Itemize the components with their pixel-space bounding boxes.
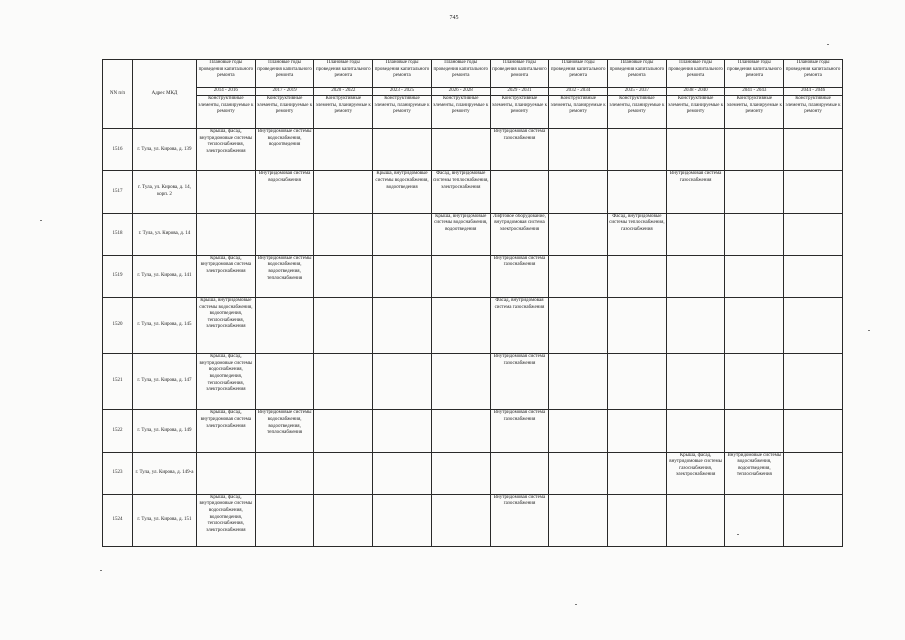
repair-elements-cell: Внутридомовая система водоснабжения <box>255 171 314 213</box>
header-elements: Конструктивные элементы, планируемые к ремонту <box>608 96 667 129</box>
repair-elements-cell <box>255 213 314 255</box>
repair-elements-cell: Внутридомовая система газоснабжения <box>490 410 549 452</box>
repair-elements-cell <box>549 452 608 494</box>
repair-elements-cell: Крыша, фасад, внутридомовая система электроснабжения <box>197 255 256 297</box>
row-address: г. Тула, ул. Кирова, д. 149 <box>133 410 197 452</box>
repair-elements-cell <box>666 354 725 410</box>
scan-speck <box>40 220 42 221</box>
repair-elements-cell <box>784 354 843 410</box>
repair-elements-cell <box>490 452 549 494</box>
header-elements: Конструктивные элементы, планируемые к ремонту <box>373 96 432 129</box>
repair-elements-cell <box>549 129 608 171</box>
repair-elements-cell <box>314 255 373 297</box>
header-period-caption: Плановые годы проведения капитального ремонта <box>431 60 490 88</box>
header-period-caption: Плановые годы проведения капитального ремонта <box>784 60 843 88</box>
table-row <box>103 171 843 213</box>
row-number: 1521 <box>103 354 133 410</box>
repair-elements-cell: Крыша, фасад, внутридомовые системы газоснабжения, электроснабжения <box>666 452 725 494</box>
header-period-caption: Плановые годы проведения капитального ремонта <box>255 60 314 88</box>
repair-elements-cell <box>608 129 667 171</box>
header-elements: Конструктивные элементы, планируемые к ремонту <box>314 96 373 129</box>
row-address: г. Тула, ул. Кирова, д. 14 <box>133 213 197 255</box>
repair-elements-cell <box>725 354 784 410</box>
repair-elements-cell <box>431 354 490 410</box>
repair-elements-cell <box>549 171 608 213</box>
repair-elements-cell <box>314 297 373 353</box>
scan-speck <box>868 330 870 331</box>
repair-elements-cell <box>255 452 314 494</box>
header-row <box>103 60 843 88</box>
row-number: 1518 <box>103 213 133 255</box>
repair-schedule-table <box>102 59 843 547</box>
repair-elements-cell <box>314 410 373 452</box>
repair-elements-cell <box>255 354 314 410</box>
repair-elements-cell <box>725 494 784 546</box>
repair-elements-cell: Внутридомовые системы водоснабжения, водоотведения, теплоснабжения <box>725 452 784 494</box>
header-elements: Конструктивные элементы, планируемые к ремонту <box>666 96 725 129</box>
row-address: г. Тула, ул. Кирова, д. 151 <box>133 494 197 546</box>
repair-elements-cell <box>608 171 667 213</box>
scan-speck <box>100 570 102 571</box>
repair-elements-cell <box>197 213 256 255</box>
repair-elements-cell: Крыша, фасад, внутридомовые системы теплоснабжения, электроснабжения <box>197 129 256 171</box>
repair-elements-cell <box>608 255 667 297</box>
row-address: г. Тула, ул. Кирова, д. 149-а <box>133 452 197 494</box>
repair-elements-cell <box>314 354 373 410</box>
repair-elements-cell <box>725 297 784 353</box>
repair-elements-cell: Крыша, внутридомовые системы водоснабжения, водоотведения, теплоснабжения, электроснабжения <box>197 297 256 353</box>
row-address: г. Тула, ул. Кирова, д. 14, корп. 2 <box>133 171 197 213</box>
header-period: 2023 - 2025 <box>373 88 432 96</box>
repair-elements-cell: Внутридомовые системы водоснабжения, водоотведения <box>255 129 314 171</box>
repair-elements-cell <box>373 255 432 297</box>
repair-elements-cell <box>666 255 725 297</box>
header-period: 2020 - 2022 <box>314 88 373 96</box>
header-number: NN п/п <box>103 60 133 129</box>
repair-elements-cell: Внутридомовые системы водоснабжения, водоотведения, теплоснабжения <box>255 410 314 452</box>
header-period: 2014 - 2016 <box>197 88 256 96</box>
repair-elements-cell <box>314 494 373 546</box>
repair-elements-cell <box>784 410 843 452</box>
header-period-caption: Плановые годы проведения капитального ремонта <box>549 60 608 88</box>
header-period-caption: Плановые годы проведения капитального ремонта <box>373 60 432 88</box>
table-row <box>103 410 843 452</box>
repair-elements-cell <box>314 213 373 255</box>
scan-speck <box>575 604 577 605</box>
scan-speck <box>827 44 829 45</box>
repair-elements-cell <box>314 171 373 213</box>
repair-elements-cell <box>549 297 608 353</box>
row-number: 1524 <box>103 494 133 546</box>
header-period-row <box>103 88 843 96</box>
repair-elements-cell <box>373 297 432 353</box>
repair-elements-cell <box>373 213 432 255</box>
repair-elements-cell <box>608 494 667 546</box>
header-period: 2044 - 2046 <box>784 88 843 96</box>
row-address: г. Тула, ул. Кирова, д. 147 <box>133 354 197 410</box>
header-elements-row <box>103 96 843 129</box>
repair-elements-cell: Крыша, внутридомовые системы водоснабжения, водоотведения <box>431 213 490 255</box>
repair-elements-cell <box>431 255 490 297</box>
header-address: Адрес МКД <box>133 60 197 129</box>
repair-elements-cell <box>784 213 843 255</box>
repair-elements-cell: Крыша, фасад, внутридомовые системы водоснабжения, водоотведения, теплоснабжения, электроснабжения <box>197 494 256 546</box>
repair-elements-cell <box>549 494 608 546</box>
repair-elements-cell: Внутридомовая система газоснабжения <box>490 494 549 546</box>
header-elements: Конструктивные элементы, планируемые к ремонту <box>255 96 314 129</box>
repair-elements-cell <box>373 452 432 494</box>
row-number: 1523 <box>103 452 133 494</box>
repair-elements-cell <box>784 297 843 353</box>
repair-elements-cell: Внутридомовая система газоснабжения <box>490 129 549 171</box>
repair-elements-cell <box>666 129 725 171</box>
table-row <box>103 354 843 410</box>
table-row <box>103 494 843 546</box>
repair-elements-cell <box>255 297 314 353</box>
repair-elements-cell <box>255 494 314 546</box>
repair-elements-cell: Крыша, фасад, внутридомовые системы водоснабжения, водоотведения, теплоснабжения, электроснабжения <box>197 354 256 410</box>
header-period-caption: Плановые годы проведения капитального ремонта <box>608 60 667 88</box>
repair-elements-cell: Лифтовое оборудование, внутридомовая система электроснабжения <box>490 213 549 255</box>
repair-elements-cell <box>725 410 784 452</box>
header-period: 2029 - 2031 <box>490 88 549 96</box>
repair-elements-cell: Фасад, внутридомовые системы теплоснабжения, газоснабжения <box>608 213 667 255</box>
repair-elements-cell <box>784 171 843 213</box>
repair-elements-cell: Внутридомовая система газоснабжения <box>666 171 725 213</box>
header-period-caption: Плановые годы проведения капитального ремонта <box>314 60 373 88</box>
repair-elements-cell: Крыша, фасад, внутридомовая система электроснабжения <box>197 410 256 452</box>
row-number: 1517 <box>103 171 133 213</box>
repair-elements-cell <box>725 213 784 255</box>
row-address: г. Тула, ул. Кирова, д. 139 <box>133 129 197 171</box>
repair-elements-cell: Внутридомовые системы водоснабжения, водоотведения, теплоснабжения <box>255 255 314 297</box>
table-row <box>103 213 843 255</box>
header-elements: Конструктивные элементы, планируемые к ремонту <box>197 96 256 129</box>
repair-elements-cell <box>431 494 490 546</box>
repair-elements-cell: Внутридомовая система газоснабжения <box>490 255 549 297</box>
header-period: 2026 - 2028 <box>431 88 490 96</box>
header-elements: Конструктивные элементы, планируемые к ремонту <box>725 96 784 129</box>
header-elements: Конструктивные элементы, планируемые к ремонту <box>549 96 608 129</box>
repair-elements-cell <box>725 129 784 171</box>
repair-elements-cell <box>666 213 725 255</box>
row-number: 1516 <box>103 129 133 171</box>
table-row <box>103 297 843 353</box>
header-period-caption: Плановые годы проведения капитального ремонта <box>725 60 784 88</box>
repair-elements-cell <box>431 129 490 171</box>
repair-elements-cell <box>784 452 843 494</box>
repair-elements-cell <box>549 354 608 410</box>
repair-elements-cell <box>431 297 490 353</box>
header-period: 2041 - 2043 <box>725 88 784 96</box>
header-period: 2017 - 2019 <box>255 88 314 96</box>
repair-elements-cell <box>373 410 432 452</box>
header-period: 2032 - 2034 <box>549 88 608 96</box>
repair-elements-cell <box>784 494 843 546</box>
repair-elements-cell <box>549 213 608 255</box>
repair-elements-cell <box>373 354 432 410</box>
header-period-caption: Плановые годы проведения капитального ремонта <box>197 60 256 88</box>
page-number: 745 <box>449 15 459 21</box>
repair-elements-cell <box>490 171 549 213</box>
header-elements: Конструктивные элементы, планируемые к ремонту <box>490 96 549 129</box>
repair-elements-cell <box>197 171 256 213</box>
table-row <box>103 129 843 171</box>
repair-elements-cell: Фасад, внутридомовые системы теплоснабжения, электроснабжения <box>431 171 490 213</box>
header-period: 2038 - 2040 <box>666 88 725 96</box>
repair-elements-cell <box>725 171 784 213</box>
table-body <box>103 60 843 547</box>
repair-elements-cell <box>725 255 784 297</box>
header-period-caption: Плановые годы проведения капитального ремонта <box>490 60 549 88</box>
repair-elements-cell <box>373 129 432 171</box>
header-elements: Конструктивные элементы, планируемые к ремонту <box>784 96 843 129</box>
repair-elements-cell <box>373 494 432 546</box>
repair-elements-cell <box>784 255 843 297</box>
repair-elements-cell <box>314 129 373 171</box>
repair-elements-cell: Крыша, внутридомовые системы водоснабжения, водоотведения <box>373 171 432 213</box>
repair-elements-cell <box>549 410 608 452</box>
row-address: г. Тула, ул. Кирова, д. 141 <box>133 255 197 297</box>
repair-elements-cell <box>608 452 667 494</box>
table-row <box>103 255 843 297</box>
repair-elements-cell <box>431 410 490 452</box>
repair-elements-cell <box>549 255 608 297</box>
repair-elements-cell <box>431 452 490 494</box>
repair-elements-cell <box>608 297 667 353</box>
row-number: 1520 <box>103 297 133 353</box>
repair-elements-cell <box>784 129 843 171</box>
header-period-caption: Плановые годы проведения капитального ремонта <box>666 60 725 88</box>
repair-elements-cell <box>197 452 256 494</box>
header-period: 2035 - 2037 <box>608 88 667 96</box>
repair-elements-cell <box>608 410 667 452</box>
repair-elements-cell <box>666 494 725 546</box>
repair-elements-cell <box>608 354 667 410</box>
repair-elements-cell <box>666 297 725 353</box>
repair-elements-cell <box>666 410 725 452</box>
table-row <box>103 452 843 494</box>
repair-elements-cell: Внутридомовая система газоснабжения <box>490 354 549 410</box>
repair-elements-cell: Фасад, внутридомовая система газоснабжения <box>490 297 549 353</box>
row-address: г. Тула, ул. Кирова, д. 145 <box>133 297 197 353</box>
row-number: 1519 <box>103 255 133 297</box>
header-elements: Конструктивные элементы, планируемые к ремонту <box>431 96 490 129</box>
row-number: 1522 <box>103 410 133 452</box>
repair-elements-cell <box>314 452 373 494</box>
